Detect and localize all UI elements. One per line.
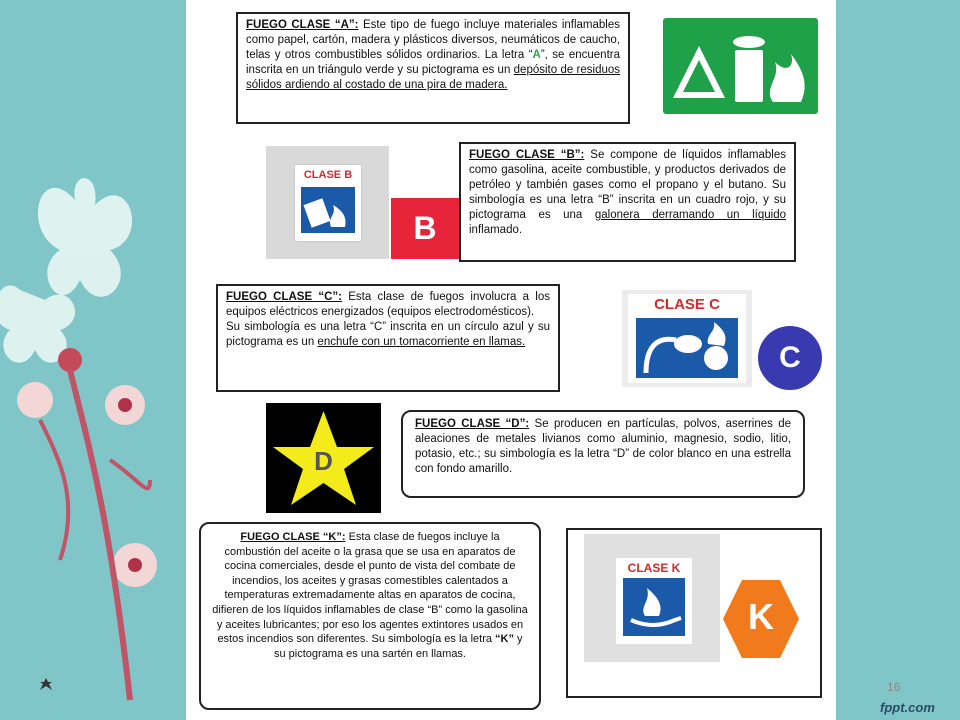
class-c-sign-label: CLASE C [654, 296, 720, 313]
class-c-pictogram-description: enchufe con un tomacorriente en llamas. [317, 336, 526, 348]
class-d-title: FUEGO CLASE “D”: [415, 418, 530, 430]
class-a-symbol [663, 18, 818, 114]
class-d-description [401, 410, 805, 498]
class-c-letter: C [779, 341, 801, 374]
class-a-letter: A [532, 49, 541, 61]
fuel-can-icon [301, 187, 355, 233]
class-c-sign [622, 290, 752, 387]
class-a-text: Este tipo de fuego incluye materiales inflamables como papel, cartón, madera y plásticos diversos, neumáticos de caucho, telas y otros combustibles sólidos ordinarios. La letra “ [246, 19, 620, 61]
class-k-text-2: y su pictograma es una sartén en llamas. [274, 633, 523, 660]
class-b-symbol [391, 198, 459, 259]
class-b-title: FUEGO CLASE “B”: [469, 149, 585, 161]
class-k-description [199, 522, 541, 710]
class-c-description [216, 284, 560, 392]
class-k-letter-label: K [748, 596, 774, 637]
class-d-text: Se producen en partículas, polvos, aserrines de aleaciones de metales livianos como aluminio, magnesio, sodio, litio, potasio, etc.; su simbología es la letra “D” de color blanco en una estrella con fondo amarillo. [415, 418, 792, 475]
decorative-side-panel [0, 0, 186, 720]
class-b-pictogram-description: galonera derramando un líquido [594, 209, 786, 221]
decorative-side-panel-right [836, 0, 960, 720]
class-k-panel [566, 528, 822, 698]
class-c-text: Esta clase de fuegos involucra a los equipos eléctricos energizados (equipos electrodomésticos). [226, 291, 551, 318]
class-b-letter: B [413, 210, 437, 246]
class-k-sign-label: CLASE K [627, 561, 681, 575]
class-k-title: FUEGO CLASE “K”: [240, 531, 346, 543]
class-a-title: FUEGO CLASE “A”: [246, 19, 359, 31]
class-k-text: Esta clase de fuegos incluye la combustión del aceite o la grasa que se usa en aparatos de cocina comerciales, desde el punto de vista del combate de incendios, los aceites y grasas comestibles calentados a temperaturas extremadamente altas en aparatos de cocina, difieren de los líquidos inflamables de clase “B” como la gasolina y aceites lubricantes; por eso los agentes extintores usados en estos incendios son diferentes. Su simbología es la letra [212, 531, 528, 646]
class-k-symbol [722, 578, 800, 660]
class-c-text-2: Su simbología es una letra “C” inscrita en un círculo azul y su pictograma es un [226, 321, 550, 348]
floral-decoration [0, 0, 186, 720]
class-k-letter: “K” [495, 633, 514, 646]
slide-number: 16 [887, 680, 901, 694]
class-b-text-2: inflamado. [469, 224, 523, 236]
class-b-description [459, 142, 796, 262]
class-c-title: FUEGO CLASE “C”: [226, 291, 342, 303]
class-a-triangle-icon [663, 18, 818, 114]
class-a-text-2: ”, se encuentra inscrita en un triángulo verde y su pictograma es un [246, 49, 620, 76]
class-b-text: Se compone de líquidos inflamables como gasolina, aceite combustible, y productos derivados de petróleo y también gases como el propano y el butano. Su simbología es una letra “B” inscrita en un cuadro rojo, y su pictograma es una [469, 149, 787, 221]
class-b-sign-label: CLASE B [303, 169, 353, 181]
plug-in-flames-icon [636, 318, 738, 378]
brand-logo: fppt.com [880, 700, 935, 715]
frying-pan-flames-icon [623, 578, 685, 636]
class-a-description [236, 12, 630, 124]
class-d-letter: D [314, 446, 333, 476]
class-b-sign [266, 146, 389, 259]
class-d-symbol [266, 403, 381, 513]
class-c-symbol [758, 326, 822, 390]
class-k-sign [584, 534, 720, 662]
class-a-pictogram-description: depósito de residuos sólidos ardiendo al costado de una pira de madera. [246, 64, 621, 91]
